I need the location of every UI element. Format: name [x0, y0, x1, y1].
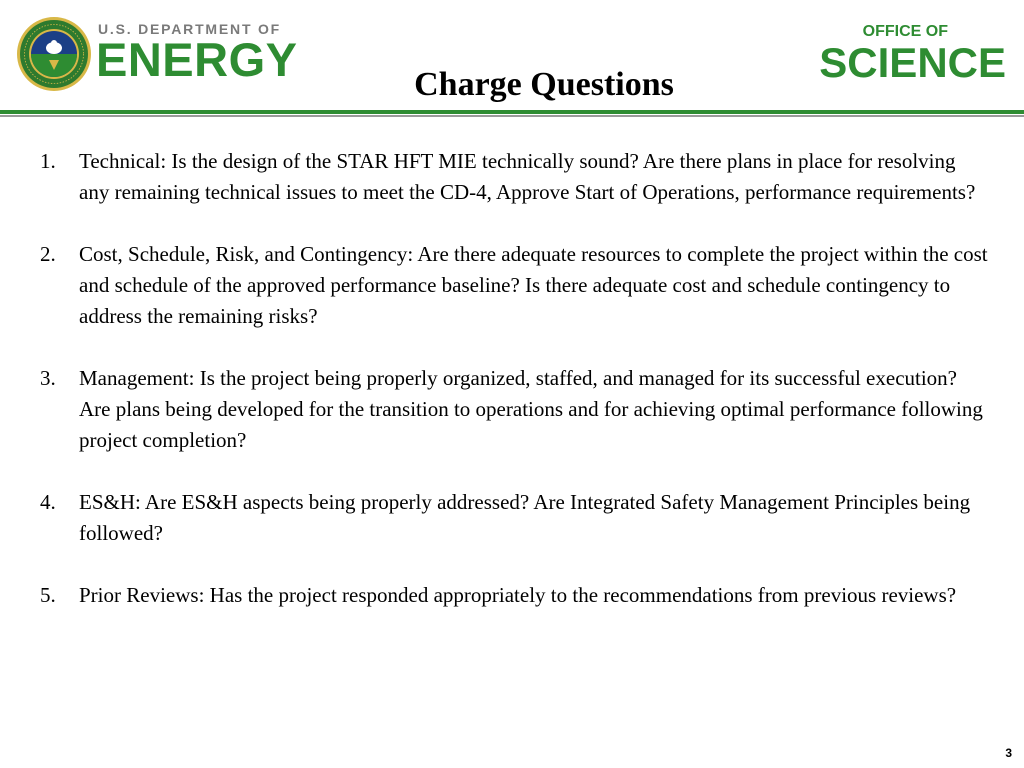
question-item — [40, 146, 990, 208]
question-item — [40, 580, 990, 611]
doe-energy-wordmark: ENERGY — [96, 33, 298, 86]
page-title: Charge Questions — [414, 66, 674, 103]
question-number: 2. — [40, 242, 56, 266]
question-number: 5. — [40, 583, 56, 607]
science-wordmark: SCIENCE — [819, 39, 1006, 86]
question-text: ES&H: Are ES&H aspects being properly addressed? Are Integrated Safety Management Principles being followed? — [79, 490, 971, 545]
question-item — [40, 239, 990, 332]
charge-questions-list — [40, 146, 990, 642]
doe-department-text: U.S. DEPARTMENT OF — [98, 21, 282, 37]
question-text: Technical: Is the design of the STAR HFT MIE technically sound? Are there plans in place for resolving any remaining technical issues to meet the CD-4, Approve Start of Operations, performance requirements? — [79, 149, 976, 204]
header-divider-gray — [0, 115, 1024, 117]
question-item — [40, 363, 990, 456]
header-divider-green — [0, 110, 1024, 114]
question-item — [40, 487, 990, 549]
office-of-text: OFFICE OF — [862, 23, 948, 40]
question-text: Prior Reviews: Has the project responded appropriately to the recommendations from previous reviews? — [79, 583, 957, 607]
question-text: Cost, Schedule, Risk, and Contingency: Are there adequate resources to complete the project within the cost and schedule of the approved performance baseline? Is there adequate cost and schedule contingency to address the remaining risks? — [79, 242, 988, 328]
question-text: Management: Is the project being properly organized, staffed, and managed for its successful execution? Are plans being developed for the transition to operations and for achieving optimal performance following project completion? — [79, 366, 983, 452]
page-number: 3 — [1005, 746, 1012, 760]
question-number: 1. — [40, 149, 56, 173]
question-number: 4. — [40, 490, 56, 514]
question-number: 3. — [40, 366, 56, 390]
